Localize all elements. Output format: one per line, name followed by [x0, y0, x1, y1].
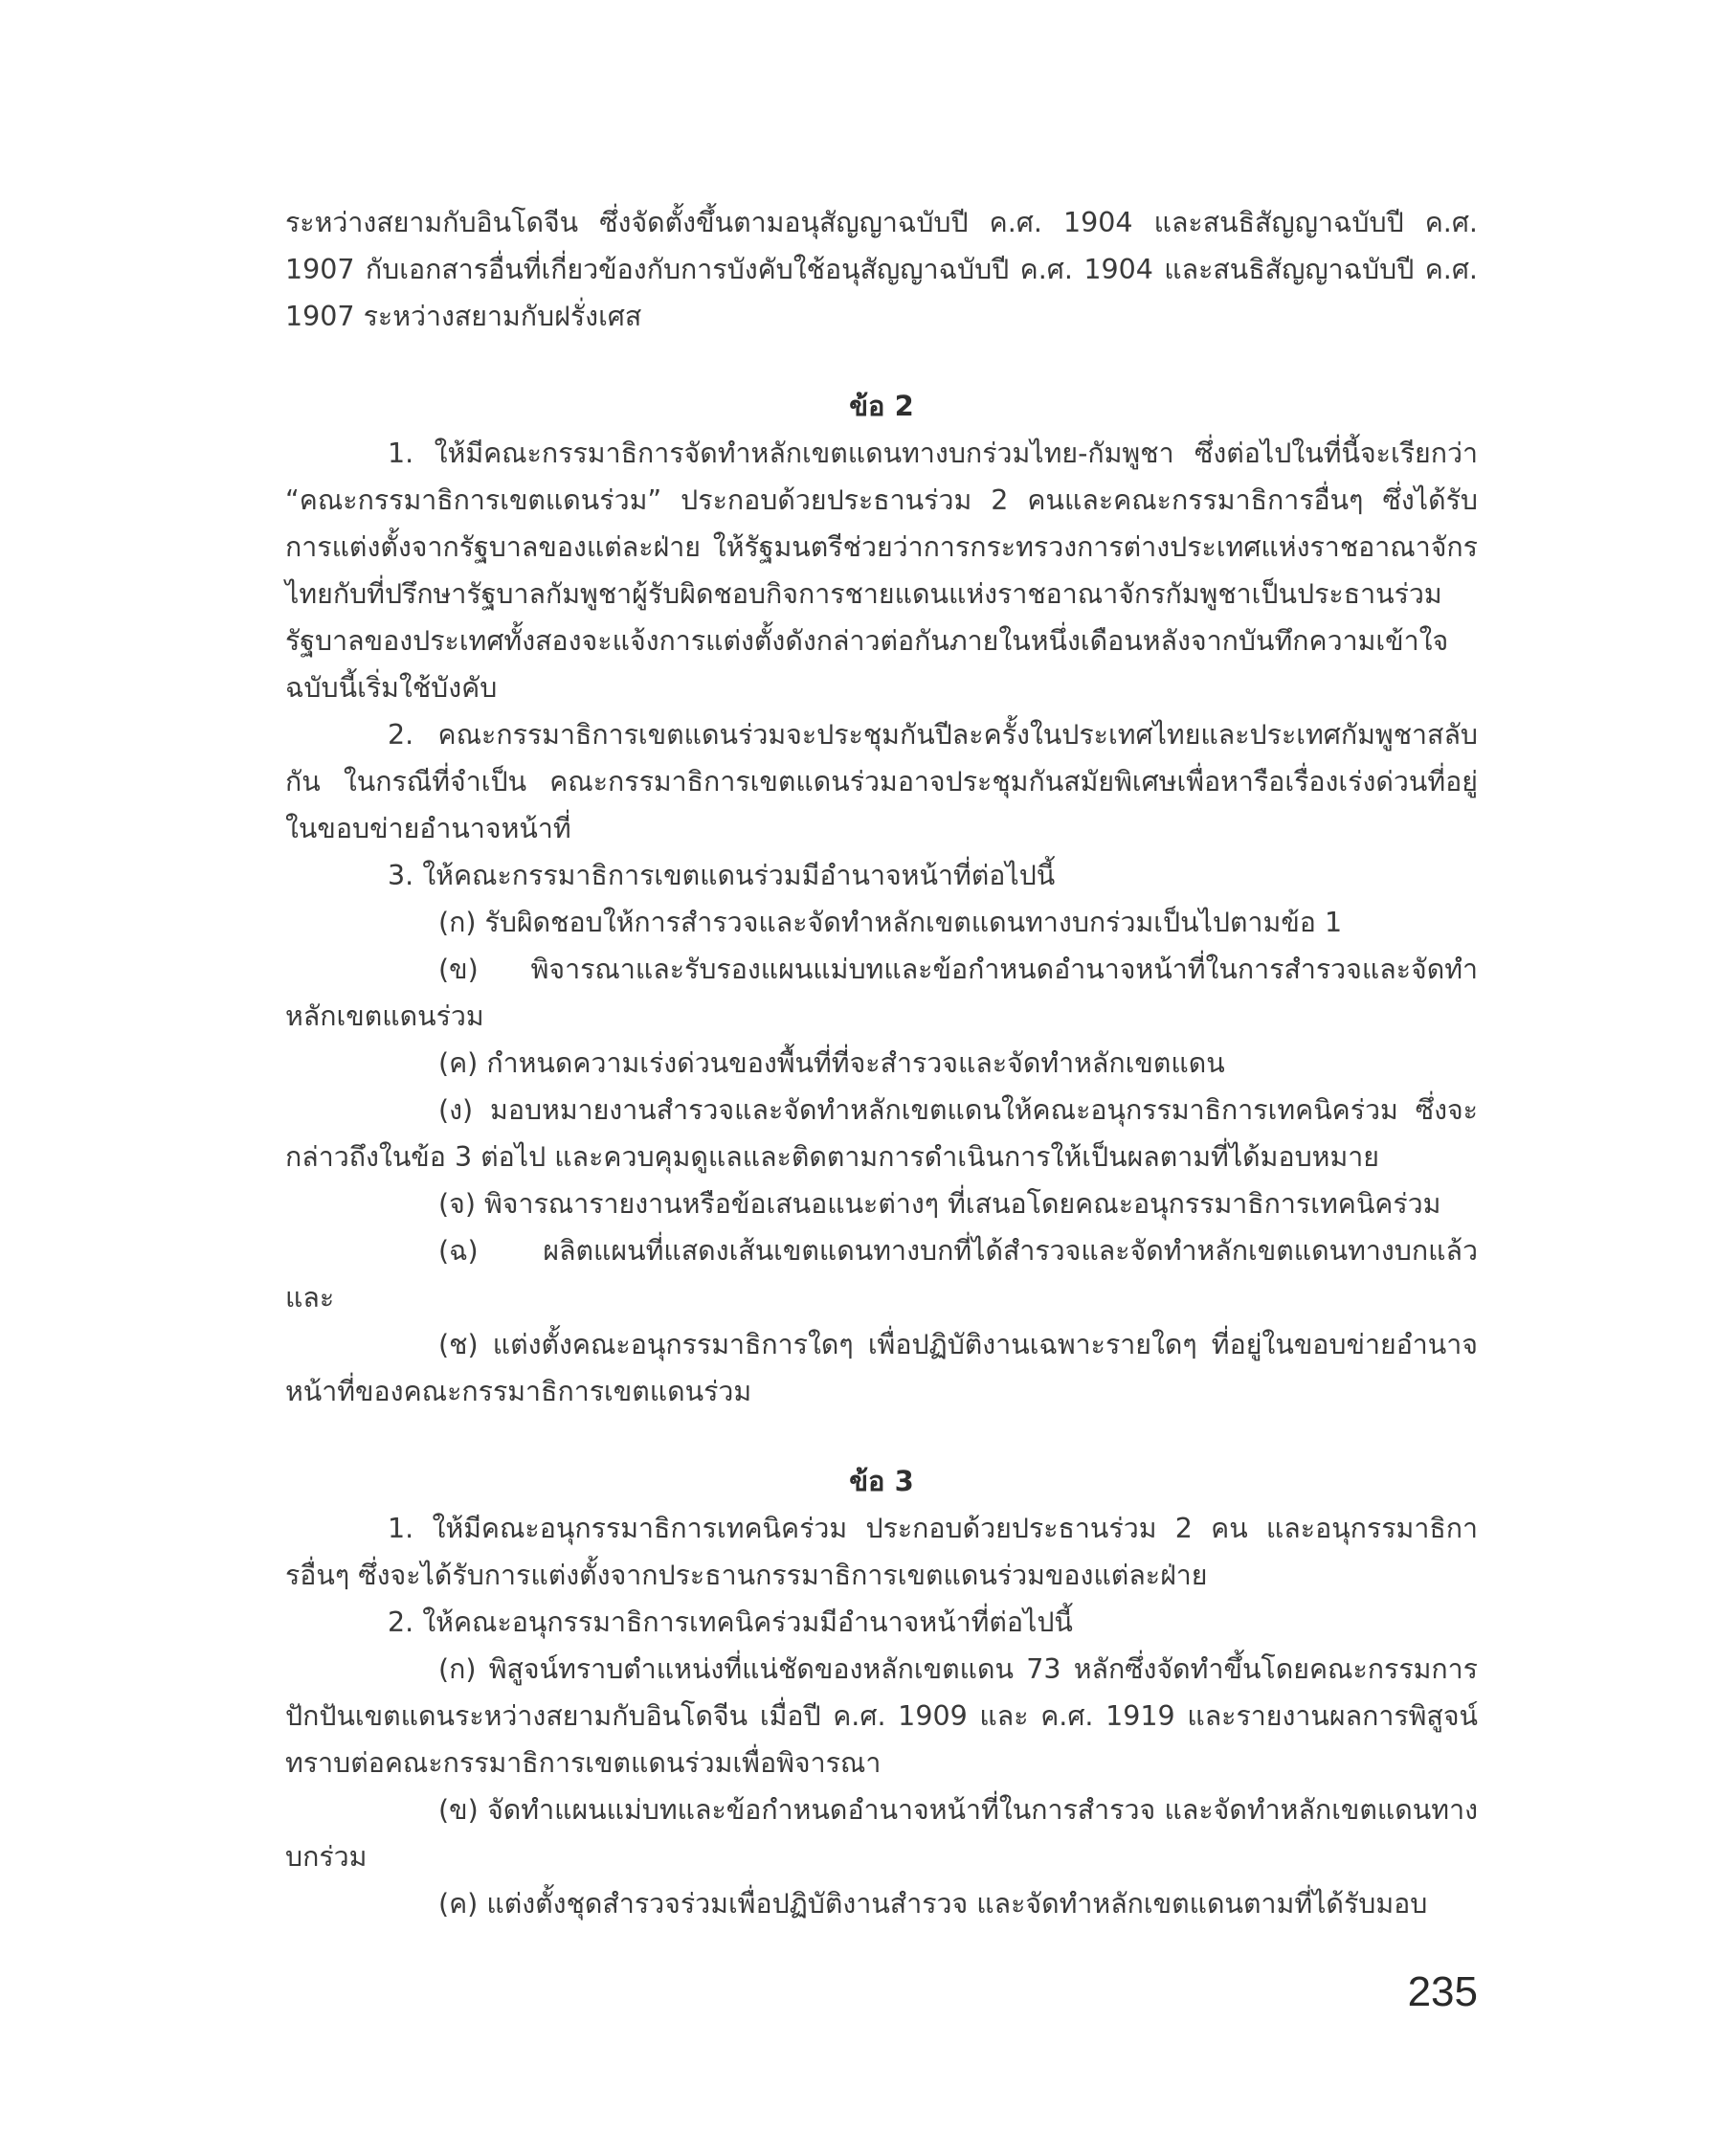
article-2-item-kho-khwai: (ค) กำหนดความเร่งด่วนของพื้นที่ที่จะสำรวจและจัดทำหลักเขตแดน — [438, 1047, 1225, 1079]
intro-paragraph: ระหว่างสยามกับอินโดจีน ซึ่งจัดตั้งขึ้นตามอนุสัญญาฉบับปี ค.ศ. 1904 และสนธิสัญญาฉบับปี ค.ศ. 1907 กับเอกสารอื่นที่เกี่ยวข้องกับการบังคับใช้อนุสัญญาฉบับปี ค.ศ. 1904 และสนธิสัญญาฉบับปี ค.ศ. 1907 ระหว่างสยามกับฝรั่งเศส — [285, 207, 1478, 332]
article-2-item-cho: (จ) พิจารณารายงานหรือข้อเสนอแนะต่างๆ ที่เสนอโดยคณะอนุกรรมาธิการเทคนิคร่วม — [438, 1188, 1441, 1220]
article-2-clause-2: 2. คณะกรรมาธิการเขตแดนร่วมจะประชุมกันปีละครั้งในประเทศไทยและประเทศกัมพูชาสลับกัน ในกรณีที่จำเป็น คณะกรรมาธิการเขตแดนร่วมอาจประชุมกันสมัยพิเศษเพื่อหารือเรื่องเร่งด่วนที่อยู่ในขอบข่ายอำนาจหน้าที่ — [285, 719, 1478, 844]
article-3-heading: ข้อ 3 — [849, 1465, 914, 1497]
article-2-clause-3: 3. ให้คณะกรรมาธิการเขตแดนร่วมมีอำนาจหน้าที่ต่อไปนี้ — [388, 860, 1056, 891]
article-2-item-chho: (ฉ) ผลิตแผนที่แสดงเส้นเขตแดนทางบกที่ได้สำรวจและจัดทำหลักเขตแดนทางบกแล้ว และ — [285, 1235, 1478, 1314]
article-3-item-kho-khwai: (ค) แต่งตั้งชุดสำรวจร่วมเพื่อปฏิบัติงานสำรวจ และจัดทำหลักเขตแดนตามที่ได้รับมอบ — [438, 1888, 1428, 1920]
article-2-item-ko: (ก) รับผิดชอบให้การสำรวจและจัดทำหลักเขตแดนทางบกร่วมเป็นไปตามข้อ 1 — [438, 907, 1343, 938]
article-2-item-ngo: (ง) มอบหมายงานสำรวจและจัดทำหลักเขตแดนให้คณะอนุกรรมาธิการเทคนิคร่วม ซึ่งจะกล่าวถึงในข้อ 3 ต่อไป และควบคุมดูแลและติดตามการดำเนินการให้เป็นผลตามที่ได้มอบหมาย — [285, 1094, 1478, 1173]
page-number: 235 — [1407, 1968, 1478, 2015]
article-2-item-cho-chang: (ช) แต่งตั้งคณะอนุกรรมาธิการใดๆ เพื่อปฏิบัติงานเฉพาะรายใดๆ ที่อยู่ในขอบข่ายอำนาจหน้าที่ของคณะกรรมาธิการเขตแดนร่วม — [285, 1329, 1478, 1407]
document-body — [285, 199, 1478, 1927]
article-3-clause-1: 1. ให้มีคณะอนุกรรมาธิการเทคนิคร่วม ประกอบด้วยประธานร่วม 2 คน และอนุกรรมาธิการอื่นๆ ซึ่งจะได้รับการแต่งตั้งจากประธานกรรมาธิการเขตแดนร่วมของแต่ละฝ่าย — [285, 1513, 1478, 1591]
article-2-clause-1: 1. ให้มีคณะกรรมาธิการจัดทำหลักเขตแดนทางบกร่วมไทย-กัมพูชา ซึ่งต่อไปในที่นี้จะเรียกว่า “คณะกรรมาธิการเขตแดนร่วม” ประกอบด้วยประธานร่วม 2 คนและคณะกรรมาธิการอื่นๆ ซึ่งได้รับการแต่งตั้งจากรัฐบาลของแต่ละฝ่าย ให้รัฐมนตรีช่วยว่าการกระทรวงการต่างประเทศแห่งราชอาณาจักรไทยกับที่ปรึกษารัฐบาลกัมพูชาผู้รับผิดชอบกิจการชายแดนแห่งราชอาณาจักรกัมพูชาเป็นประธานร่วม รัฐบาลของประเทศทั้งสองจะแจ้งการแต่งตั้งดังกล่าวต่อกันภายในหนึ่งเดือนหลังจากบันทึกความเข้าใจฉบับนี้เริ่มใช้บังคับ — [285, 438, 1478, 704]
article-2-heading: ข้อ 2 — [849, 390, 914, 422]
article-3-item-ko: (ก) พิสูจน์ทราบตำแหน่งที่แน่ชัดของหลักเขตแดน 73 หลักซึ่งจัดทำขึ้นโดยคณะกรรมการปักปันเขตแดนระหว่างสยามกับอินโดจีน เมื่อปี ค.ศ. 1909 และ ค.ศ. 1919 และรายงานผลการพิสูจน์ทราบต่อคณะกรรมาธิการเขตแดนร่วมเพื่อพิจารณา — [285, 1653, 1478, 1779]
article-2-item-kho: (ข) พิจารณาและรับรองแผนแม่บทและข้อกำหนดอำนาจหน้าที่ในการสำรวจและจัดทำหลักเขตแดนร่วม — [285, 954, 1478, 1032]
article-3-clause-2: 2. ให้คณะอนุกรรมาธิการเทคนิคร่วมมีอำนาจหน้าที่ต่อไปนี้ — [388, 1606, 1073, 1638]
article-3-item-kho: (ข) จัดทำแผนแม่บทและข้อกำหนดอำนาจหน้าที่ในการสำรวจ และจัดทำหลักเขตแดนทางบกร่วม — [285, 1794, 1478, 1873]
